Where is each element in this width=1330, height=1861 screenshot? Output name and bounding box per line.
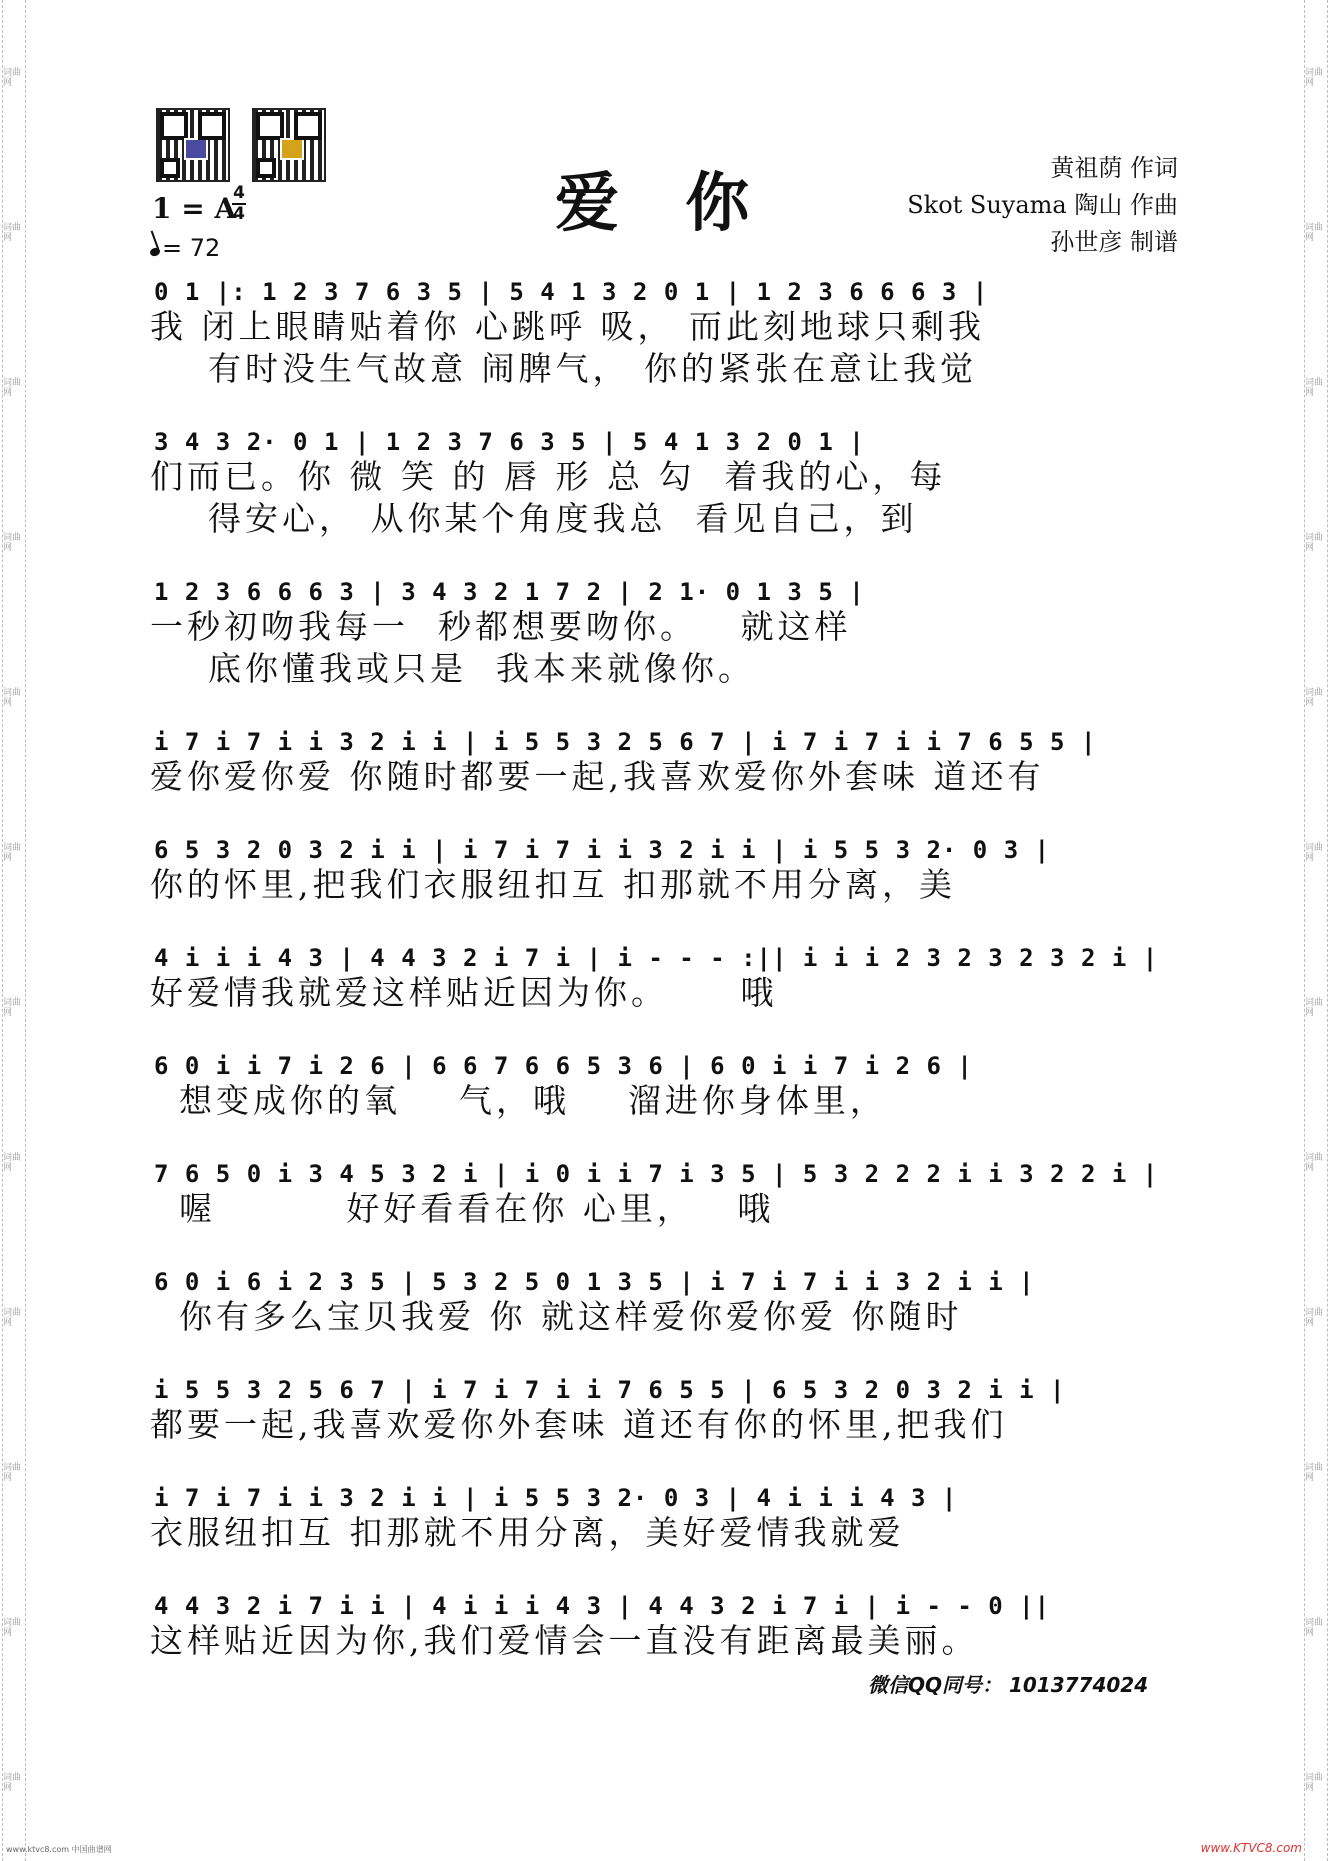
side-label: 词曲网 bbox=[1305, 1463, 1324, 1484]
score-system bbox=[150, 1046, 1182, 1154]
side-label: 词曲网 bbox=[3, 67, 22, 88]
side-label: 词曲网 bbox=[1305, 1153, 1324, 1174]
lyric-line: 喔 好好看看在你 心里， 哦 bbox=[150, 1189, 775, 1228]
score-system bbox=[150, 572, 1182, 722]
side-label: 词曲网 bbox=[3, 222, 22, 243]
tempo-value: = 72 bbox=[162, 234, 221, 262]
notation-line: 3 4 3 2· 0 1 | 1 2 3 7 6 3 5 | 5 4 1 3 2 0 1 | bbox=[154, 428, 865, 456]
side-label: 词曲网 bbox=[3, 377, 22, 398]
credits bbox=[907, 150, 1178, 261]
lyric-line: 爱你爱你爱 你随时都要一起,我喜欢爱你外套味 道还有 bbox=[150, 757, 1045, 796]
transcriber-credit: 孙世彦 制谱 bbox=[1050, 228, 1178, 256]
score bbox=[150, 272, 1182, 1694]
notation-line: 6 0 i i 7 i 2 6 | 6 6 7 6 6 5 3 6 | 6 0 i i 7 i 2 6 | bbox=[154, 1052, 973, 1080]
score-system bbox=[150, 1262, 1182, 1370]
key-signature: 1 = A bbox=[152, 192, 237, 225]
lyric-line: 衣服纽扣互 扣那就不用分离，美好爱情我就爱 bbox=[150, 1513, 905, 1552]
score-system bbox=[150, 272, 1182, 422]
score-system bbox=[150, 422, 1182, 572]
side-label: 词曲网 bbox=[3, 1463, 22, 1484]
score-system bbox=[150, 938, 1182, 1046]
left-border-watermark bbox=[2, 0, 26, 1861]
lyric-line: 好爱情我就爱这样贴近因为你。 哦 bbox=[150, 973, 778, 1012]
quarter-note-icon bbox=[149, 247, 161, 258]
notation-line: 6 0 i 6 i 2 3 5 | 5 3 2 5 0 1 3 5 | i 7 i 7 i i 3 2 i i | bbox=[154, 1268, 1035, 1296]
lyric-line: 都要一起,我喜欢爱你外套味 道还有你的怀里,把我们 bbox=[150, 1405, 1008, 1444]
score-system bbox=[150, 1370, 1182, 1478]
contact-note: 微信QQ同号： 1013774024 bbox=[868, 1673, 1149, 1697]
notation-line: 1 2 3 6 6 6 3 | 3 4 3 2 1 7 2 | 2 1· 0 1 3 5 | bbox=[154, 578, 865, 606]
right-border-watermark bbox=[1304, 0, 1328, 1861]
notation-line: i 7 i 7 i i 3 2 i i | i 5 5 3 2· 0 3 | 4 i i i 4 3 | bbox=[154, 1484, 958, 1512]
side-label: 词曲网 bbox=[1305, 1618, 1324, 1639]
lyric-line: 你有多么宝贝我爱 你 就这样爱你爱你爱 你随时 bbox=[150, 1297, 963, 1336]
notation-line: i 7 i 7 i i 3 2 i i | i 5 5 3 2 5 6 7 | i 7 i 7 i i 7 6 5 5 | bbox=[154, 728, 1097, 756]
side-label: 词曲网 bbox=[1305, 67, 1324, 88]
lyric-line: 你的怀里,把我们衣服纽扣互 扣那就不用分离，美 bbox=[150, 865, 956, 904]
lyric-line: 底你懂我或只是 我本来就像你。 bbox=[208, 649, 755, 688]
score-system bbox=[150, 830, 1182, 938]
bottom-right-watermark: www.KTVC8.com bbox=[1200, 1841, 1302, 1855]
time-signature bbox=[232, 184, 246, 224]
score-system bbox=[150, 722, 1182, 830]
side-label: 词曲网 bbox=[1305, 1773, 1324, 1794]
side-label: 词曲网 bbox=[1305, 377, 1324, 398]
side-label: 词曲网 bbox=[1305, 222, 1324, 243]
side-label: 词曲网 bbox=[3, 532, 22, 553]
lyricist-credit: 黄祖荫 作词 bbox=[1050, 154, 1178, 182]
notation-line: i 5 5 3 2 5 6 7 | i 7 i 7 i i 7 6 5 5 | 6 5 3 2 0 3 2 i i | bbox=[154, 1376, 1066, 1404]
qr-code-wechat-icon bbox=[156, 108, 230, 182]
bottom-left-watermark: www.ktvc8.com 中国曲谱网 bbox=[6, 1845, 112, 1854]
side-label: 词曲网 bbox=[1305, 1308, 1324, 1329]
lyric-line: 们而已。你 微 笑 的 唇 形 总 勾 着我的心，每 bbox=[150, 457, 947, 496]
side-label: 词曲网 bbox=[3, 1308, 22, 1329]
notation-line: 0 1 |: 1 2 3 7 6 3 5 | 5 4 1 3 2 0 1 | 1 2 3 6 6 6 3 | bbox=[154, 278, 989, 306]
side-label: 词曲网 bbox=[1305, 842, 1324, 863]
notation-line: 7 6 5 0 i 3 4 5 3 2 i | i 0 i i 7 i 3 5 | 5 3 2 2 2 i i 3 2 2 i | bbox=[154, 1160, 1159, 1188]
lyric-line: 有时没生气故意 闹脾气， 你的紧张在意让我觉 bbox=[208, 349, 977, 388]
notation-line: 4 i i i 4 3 | 4 4 3 2 i 7 i | i - - - :|| i i i 2 3 2 3 2 3 2 i | bbox=[154, 944, 1159, 972]
tempo-marking bbox=[150, 234, 220, 262]
side-label: 词曲网 bbox=[3, 1773, 22, 1794]
lyric-line: 一秒初吻我每一 秒都想要吻你。 就这样 bbox=[150, 607, 852, 646]
side-label: 词曲网 bbox=[3, 1153, 22, 1174]
side-label: 词曲网 bbox=[3, 1618, 22, 1639]
side-label: 词曲网 bbox=[1305, 687, 1324, 708]
notation-line: 4 4 3 2 i 7 i i | 4 i i i 4 3 | 4 4 3 2 i 7 i | i - - 0 || bbox=[154, 1592, 1051, 1620]
side-label: 词曲网 bbox=[1305, 998, 1324, 1018]
song-title: 爱 你 bbox=[555, 166, 772, 241]
lyric-line: 我 闭上眼睛贴着你 心跳呼 吸， 而此刻地球只剩我 bbox=[150, 307, 985, 346]
time-denominator: 4 bbox=[233, 204, 245, 224]
notation-line: 6 5 3 2 0 3 2 i i | i 7 i 7 i i 3 2 i i | i 5 5 3 2· 0 3 | bbox=[154, 836, 1051, 864]
lyric-line: 想变成你的氧 气，哦 溜进你身体里， bbox=[150, 1081, 887, 1120]
score-system bbox=[150, 1154, 1182, 1262]
side-label: 词曲网 bbox=[1305, 532, 1324, 553]
lyric-line: 得安心， 从你某个角度我总 看见自己，到 bbox=[208, 499, 918, 538]
side-label: 词曲网 bbox=[3, 687, 22, 708]
side-label: 词曲网 bbox=[3, 842, 22, 863]
qr-code-app-icon bbox=[252, 108, 326, 182]
side-label: 词曲网 bbox=[3, 998, 22, 1018]
score-system bbox=[150, 1478, 1182, 1586]
lyric-line: 这样贴近因为你,我们爱情会一直没有距离最美丽。 bbox=[150, 1621, 979, 1660]
time-numerator: 4 bbox=[233, 183, 245, 203]
composer-credit: Skot Suyama 陶山 作曲 bbox=[907, 191, 1178, 219]
